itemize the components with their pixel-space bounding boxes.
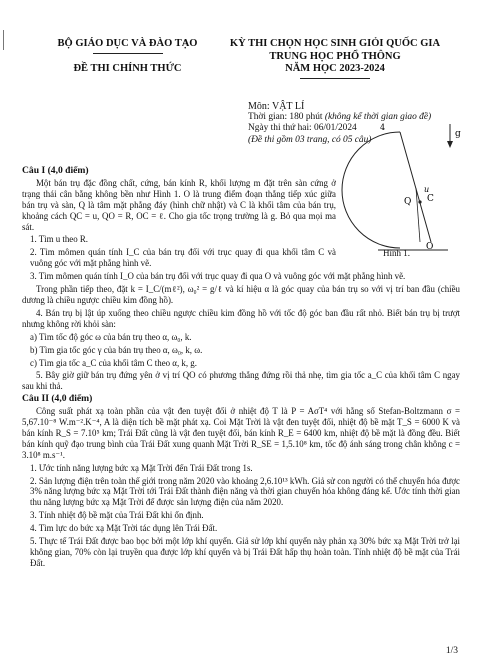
q1-title: Câu I (4,0 điểm) xyxy=(22,165,89,176)
q1-paragraph-a: Trong phần tiếp theo, đặt k = I_C/(mℓ²), ω₀² = g/ℓ và kí hiệu α là góc quay của bán trụ so với vị trí ban đầu (chiều dương là chiều ngược chiều kim đồng hồ). xyxy=(22,284,460,305)
q2-item-2: 2. Sản lượng điện trên toàn thế giới trong năm 2020 vào khoảng 2,6.10¹³ kWh. Giả sử con người có thể chuyển hóa được 3% năng lượng bức xạ Mặt Trời tới Trái Đất thành điện năng và thời gian chuyển hóa không đáng kể. Ước tính thời gian thu năng lượng bức xạ Mặt Trời để được sản lượng điện của năm 2020. xyxy=(30,475,460,508)
q2-title: Câu II (4,0 điểm) xyxy=(22,393,93,405)
q2-paragraph-1: Công suất phát xạ toàn phần của vật đen tuyệt đối ở nhiệt độ T là P = AσT⁴ với hằng số Stefan-Boltzmann σ = 5,67.10⁻⁸ W.m⁻².K⁻⁴, A là diện tích bề mặt phát xạ. Coi Mặt Trời là vật đen tuyệt đối, nhiệt độ bề mặt T_S = 6000 K và bán kính R_S = 7.10⁵ km; Trái Đất cũng là vật đen tuyệt đối, bán kính R_E = 6400 km, nhiệt độ bề mặt là đồng đều. Biết bán kính quỹ đạo trung bình của Trái Đất xung quanh Mặt Trời R_SE = 1,5.10⁸ km, tốc độ ánh sáng trong chân không c = 3.10⁸ m.s⁻¹. xyxy=(22,406,460,460)
official-label: ĐỀ THI CHÍNH THỨC xyxy=(73,63,182,74)
q2-item-3: 3. Tính nhiệt độ bề mặt của Trái Đất khi ổn định. xyxy=(30,510,204,521)
q1-item-4c: c) Tìm gia tốc a_C của khối tâm C theo α, k, g. xyxy=(30,357,197,368)
label-g: g xyxy=(455,129,461,139)
q1-item-4b: b) Tìm gia tốc góc γ của bán trụ theo α, ω₀, k, ω. xyxy=(30,344,203,355)
q2-item-4: 4. Tìm lực do bức xạ Mặt Trời tác dụng lên Trái Đất. xyxy=(30,523,218,534)
q1-intro: Một bán trụ đặc đồng chất, cứng, bán kính R, khối lượng m đặt trên sàn cứng ở trạng thái cân bằng không bền như Hình 1. O là trung điểm đoạn thẳng tiếp xúc giữa bán trụ và sàn, Q là tâm mặt phẳng đáy (hình chữ nhật) và C là khối tâm của bán trụ, khoảng cách QC = u, QO = R, OC = ℓ. Cho gia tốc trọng trường là g. Bỏ qua mọi ma sát. xyxy=(22,177,336,232)
q1-item-5: 5. Bây giờ giữ bán trụ đứng yên ở vị trí QO có phương thẳng đứng rồi thả nhẹ, tìm gia tốc a_C của khối tâm C ngay sau khi thả. xyxy=(22,370,460,392)
time-label: Thời gian: 180 phút xyxy=(248,112,325,123)
label-q: Q xyxy=(404,197,412,207)
margin-mark xyxy=(3,30,4,50)
label-c: C xyxy=(427,194,434,204)
exam-title-line1: KỲ THI CHỌN HỌC SINH GIỎI QUỐC GIA xyxy=(229,38,441,49)
exam-title-line2: TRUNG HỌC PHỔ THÔNG xyxy=(269,50,401,62)
label-four: 4 xyxy=(380,123,386,132)
header-right xyxy=(200,38,470,79)
pages-note: (Đề thi gồm 03 trang, có 05 câu) xyxy=(248,134,372,145)
q1-item-4a: a) Tìm tốc độ góc ω của bán trụ theo α, ω₀, k. xyxy=(30,331,192,342)
label-u: u xyxy=(424,185,430,194)
q2-item-5: 5. Thực tế Trái Đất được bao bọc bởi một lớp khí quyển. Giả sử lớp khí quyển này phản xạ 30% bức xạ Mặt Trời trở lại không gian, 70% còn lại truyền qua được lớp khí quyển và bị Trái Đất hấp thụ hoàn toàn. Tính nhiệt độ bề mặt của Trái Đất. xyxy=(30,536,460,568)
exam-content xyxy=(22,164,460,571)
q1-item-1: 1. Tìm u theo R. xyxy=(30,234,89,245)
header-rule-right xyxy=(300,78,370,79)
gravity-arrow-head xyxy=(447,141,453,148)
header-rule xyxy=(93,53,163,54)
page-number: 1/3 xyxy=(445,646,458,656)
figure-spacer xyxy=(342,178,460,252)
subject-line: Môn: VẬT LÍ xyxy=(248,101,305,112)
date-line: Ngày thi thứ hai: 06/01/2024 xyxy=(248,123,357,134)
time-note: (không kể thời gian giao đề) xyxy=(324,112,432,123)
ministry-name: BỘ GIÁO DỤC VÀ ĐÀO TẠO xyxy=(57,38,198,49)
header-left xyxy=(40,38,215,74)
q1-item-3: 3. Tìm mômen quán tính I_O của bán trụ đối với trục quay đi qua O và vuông góc với mặt phẳng hình vẽ. xyxy=(30,271,406,282)
label-o: O xyxy=(426,242,434,252)
exam-title-line3: NĂM HỌC 2023-2024 xyxy=(285,63,385,74)
figure-caption: Hình 1. xyxy=(383,248,410,258)
q1-item-2: 2. Tìm mômen quán tính I_C của bán trụ đối với trục quay đi qua khối tâm C và vuông góc với mặt phẳng hình vẽ. xyxy=(30,247,336,269)
q2-item-1: 1. Ước tính năng lượng bức xạ Mặt Trời đến Trái Đất trong 1s. xyxy=(30,462,253,473)
q1-item-4: 4. Bán trụ bị lật úp xuống theo chiều ngược chiều kim đồng hồ với tốc độ góc ban đầu rất nhỏ. Biết bán trụ bị trượt nhưng không rời khỏi sàn: xyxy=(22,307,460,329)
